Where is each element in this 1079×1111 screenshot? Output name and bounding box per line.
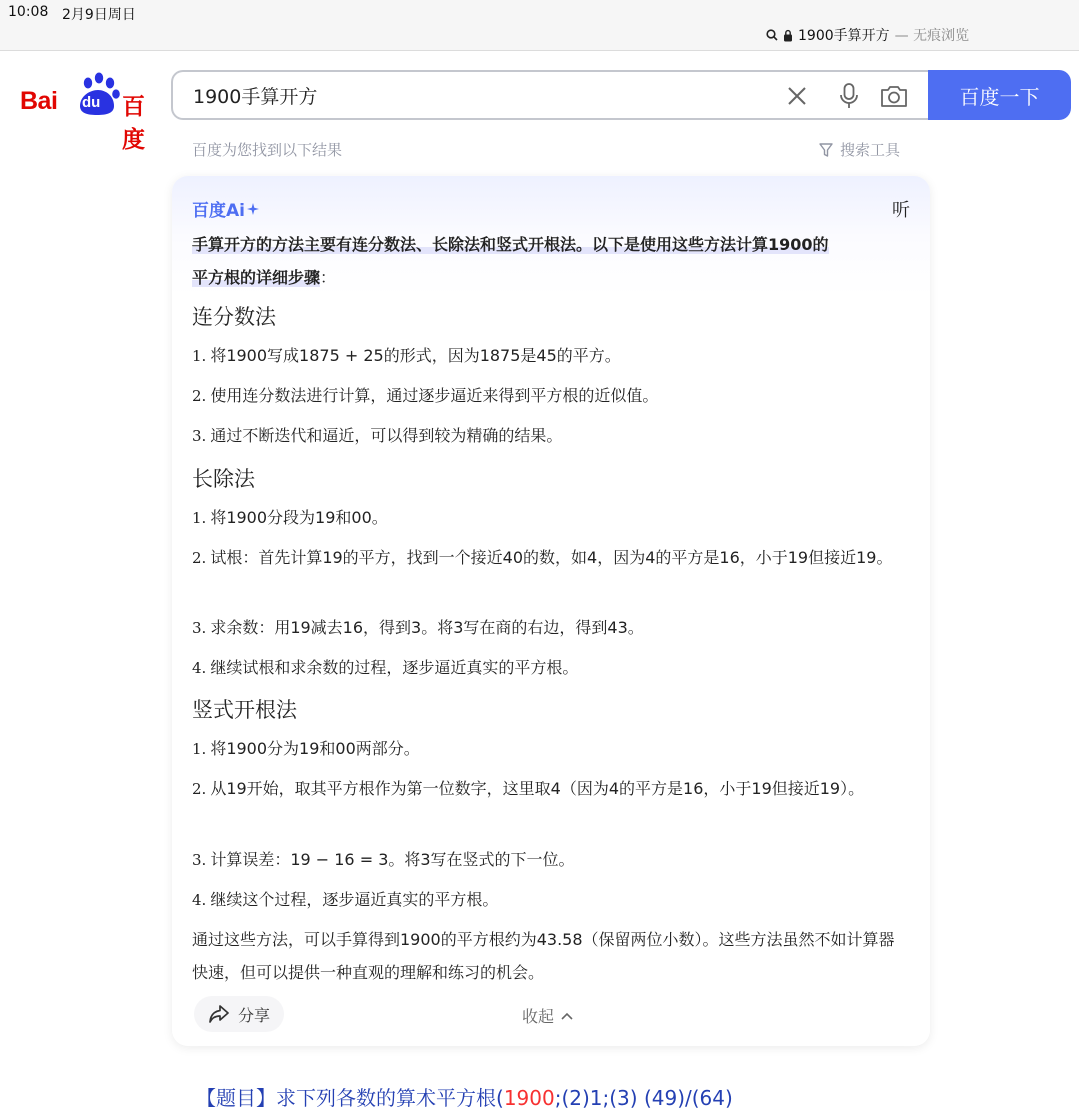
- next-result-suffix: ;(2)1;(3) (49)/(64): [554, 1086, 733, 1110]
- collapse-label: 收起: [522, 1007, 555, 1026]
- list-number: 1.: [192, 509, 207, 527]
- address-query: 1900手算开方: [798, 28, 890, 44]
- share-icon: [208, 1004, 230, 1024]
- logo-bai-text: Bai: [20, 87, 58, 115]
- list-item: [192, 732, 907, 766]
- ai-answer-card: [172, 176, 930, 1046]
- search-tools-label: 搜索工具: [840, 141, 901, 159]
- chevron-up-icon: [560, 1011, 574, 1021]
- list-text: 从19开始，取其平方根作为第一位数字，这里取4（因为4的平方是16，小于19但接近19）。: [210, 779, 865, 798]
- list-item: [192, 611, 907, 645]
- share-label: 分享: [237, 1005, 270, 1025]
- list-item: [192, 651, 907, 685]
- list-number: 2.: [192, 549, 207, 567]
- list-text: 继续这个过程，逐步逼近真实的平方根。: [210, 890, 499, 909]
- ai-logo-text: 百度Ai: [192, 201, 245, 221]
- list-text: 计算误差：19 − 16 = 3。将3写在竖式的下一位。: [210, 850, 575, 869]
- baidu-logo[interactable]: [20, 70, 152, 153]
- list-item: [192, 419, 907, 453]
- next-result-title-link[interactable]: [196, 1082, 733, 1111]
- logo-baidu-cn-text: 百度: [122, 94, 145, 153]
- list-text: 将1900写成1875 + 25的形式，因为1875是45的平方。: [210, 346, 621, 365]
- browser-top-bar: [0, 0, 1079, 51]
- next-result-highlight: 1900: [503, 1086, 555, 1110]
- list-text: 通过不断迭代和逼近，可以得到较为精确的结果。: [210, 426, 563, 445]
- list-text: 将1900分段为19和00。: [210, 508, 388, 527]
- list-item: [192, 379, 907, 413]
- list-item: [192, 772, 892, 806]
- section-title-long-division: 长除法: [192, 467, 255, 491]
- list-number: 3.: [192, 851, 207, 869]
- intro-highlight-2: 平方根的详细步骤: [192, 268, 321, 287]
- list-number: 4.: [192, 659, 207, 677]
- filter-icon: [818, 142, 834, 158]
- intro-highlight-1: 手算开方的方法主要有连分数法、长除法和竖式开根法。以下是使用这些方法计算1900的: [192, 235, 829, 254]
- list-text: 将1900分为19和00两部分。: [210, 739, 420, 758]
- intro-colon: ：: [320, 268, 337, 287]
- microphone-icon[interactable]: [837, 82, 861, 110]
- list-number: 1.: [192, 347, 207, 365]
- status-date: 2月9日周日: [62, 7, 136, 23]
- incognito-label: — 无痕浏览: [894, 28, 970, 44]
- ai-intro: [192, 228, 902, 294]
- list-item: [192, 843, 907, 877]
- list-item: [192, 883, 907, 917]
- search-icon: [766, 29, 778, 41]
- list-text: 求余数：用19减去16，得到3。将3写在商的右边，得到43。: [210, 618, 644, 637]
- ai-conclusion: 通过这些方法，可以手算得到1900的平方根约为43.58（保留两位小数）。这些方法虽然不如计算器快速，但可以提供一种直观的理解和练习的机会。: [192, 930, 895, 982]
- logo-du-text: du: [82, 94, 101, 111]
- list-text: 使用连分数法进行计算，通过逐步逼近来得到平方根的近似值。: [210, 386, 659, 405]
- section-title-vertical-root: 竖式开根法: [192, 698, 297, 722]
- baidu-ai-logo: [192, 196, 259, 221]
- list-item: [192, 501, 907, 535]
- list-number: 2.: [192, 780, 207, 798]
- search-button[interactable]: 百度一下: [928, 70, 1071, 120]
- listen-button[interactable]: 听: [892, 200, 910, 221]
- search-tools-button[interactable]: [818, 139, 900, 160]
- collapse-button[interactable]: [522, 1004, 574, 1027]
- address-bar[interactable]: [766, 25, 969, 45]
- camera-icon[interactable]: [879, 82, 909, 110]
- search-input[interactable]: [193, 84, 753, 106]
- list-item: [192, 339, 907, 373]
- list-number: 4.: [192, 891, 207, 909]
- search-box: [171, 70, 931, 120]
- list-text: 试根：首先计算19的平方，找到一个接近40的数，如4，因为4的平方是16，小于19但接近19。: [210, 548, 893, 567]
- list-text: 继续试根和求余数的过程，逐步逼近真实的平方根。: [210, 658, 579, 677]
- list-item: [192, 541, 907, 575]
- list-number: 2.: [192, 387, 207, 405]
- sparkle-icon: [247, 203, 259, 215]
- list-number: 3.: [192, 427, 207, 445]
- list-number: 1.: [192, 740, 207, 758]
- lock-icon: [783, 29, 793, 42]
- result-hint: 百度为您找到以下结果: [192, 141, 343, 159]
- section-title-continued-fraction: 连分数法: [192, 305, 276, 329]
- share-button[interactable]: [194, 996, 284, 1032]
- next-result-prefix: 【题目】求下列各数的算术平方根(: [196, 1086, 504, 1110]
- status-time: 10:08: [8, 4, 49, 20]
- list-number: 3.: [192, 619, 207, 637]
- clear-icon[interactable]: [785, 84, 809, 108]
